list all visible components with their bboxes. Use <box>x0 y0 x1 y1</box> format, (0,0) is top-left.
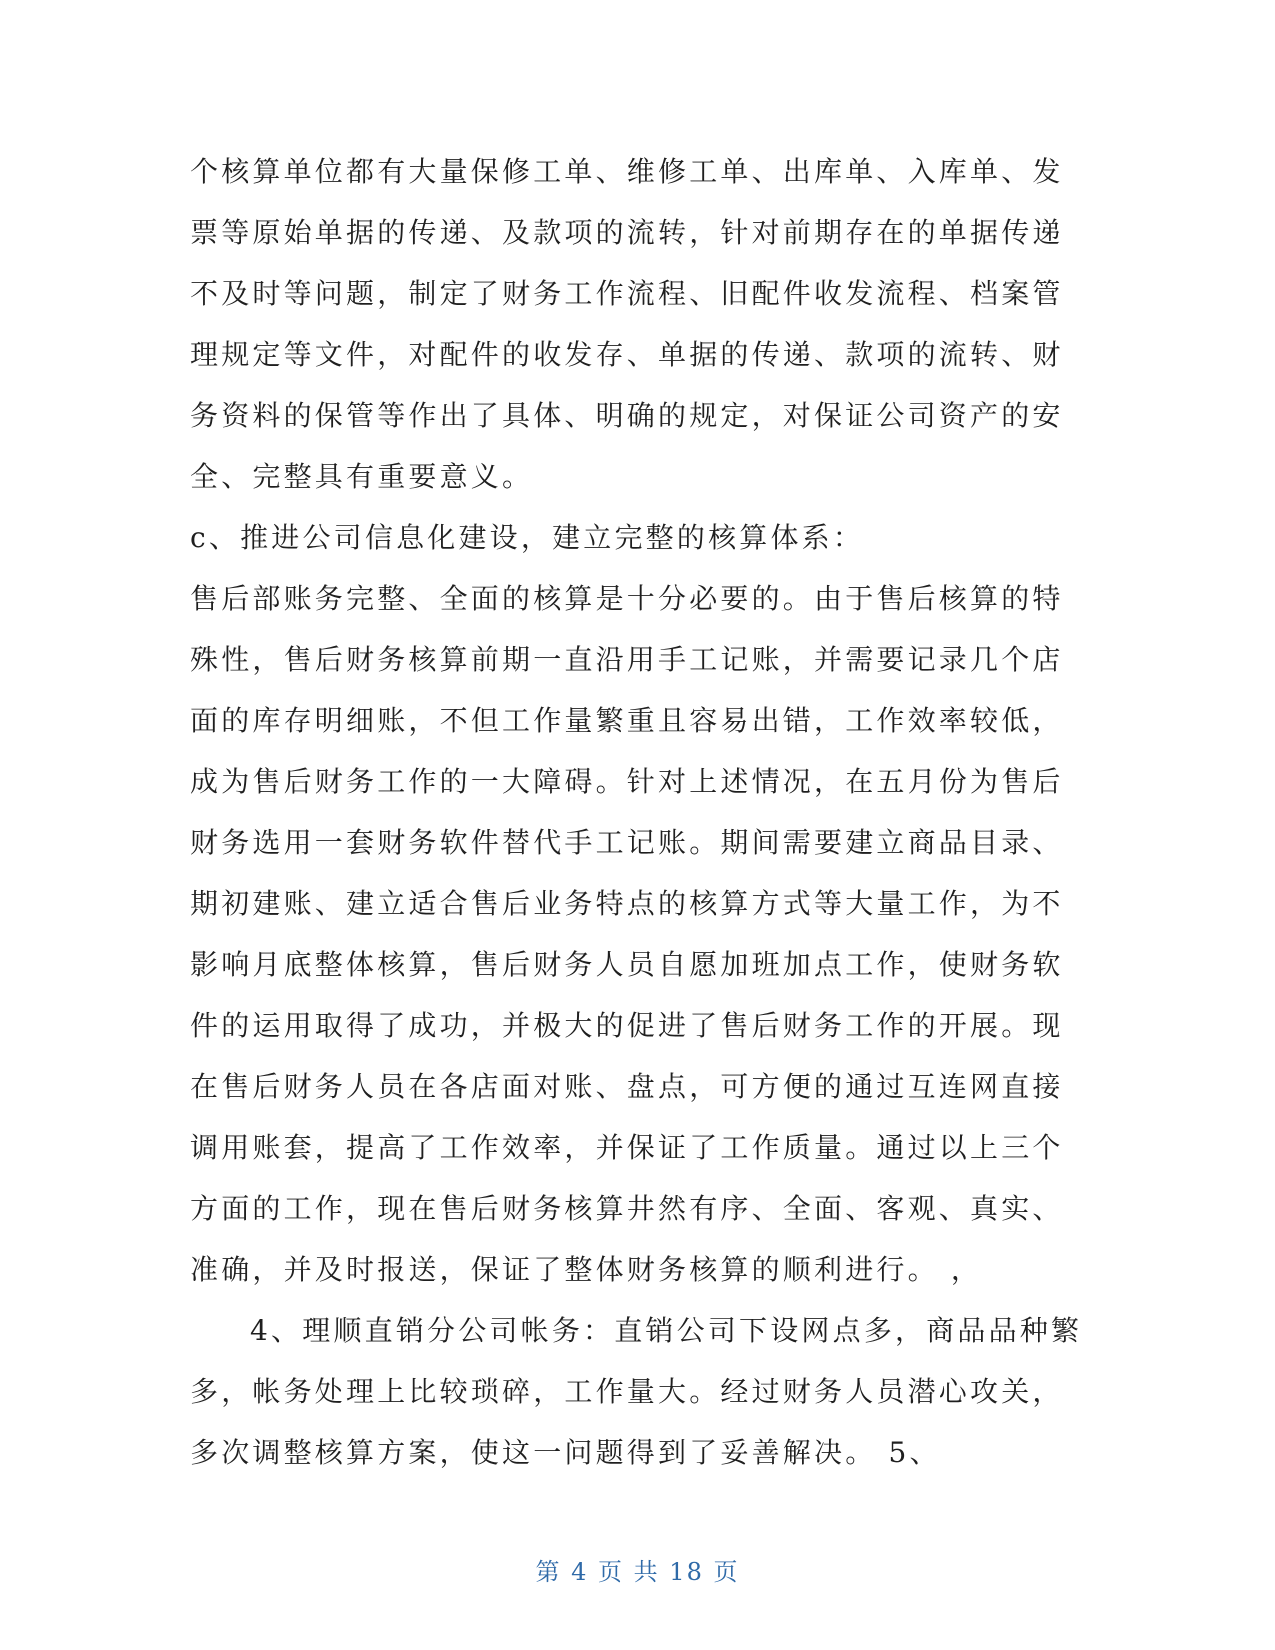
text-line: 多，帐务处理上比较琐碎，工作量大。经过财务人员潜心攻关， <box>190 1375 1064 1408</box>
text-line: 在售后财务人员在各店面对账、盘点，可方便的通过互连网直接 <box>190 1070 1064 1103</box>
section-heading: c、推进公司信息化建设，建立完整的核算体系： <box>190 521 865 554</box>
text-line: 方面的工作，现在售后财务核算井然有序、全面、客观、真实、 <box>190 1192 1064 1225</box>
text-line: 件的运用取得了成功，并极大的促进了售后财务工作的开展。现 <box>190 1009 1064 1042</box>
text-line: 准确，并及时报送，保证了整体财务核算的顺利进行。 ， <box>190 1253 983 1286</box>
text-line: 不及时等问题，制定了财务工作流程、旧配件收发流程、档案管 <box>190 277 1064 310</box>
text-line: 票等原始单据的传递、及款项的流转，针对前期存在的单据传递 <box>190 216 1064 249</box>
text-line: 个核算单位都有大量保修工单、维修工单、出库单、入库单、发 <box>190 155 1064 188</box>
text-line: 面的库存明细账，不但工作量繁重且容易出错，工作效率较低， <box>190 704 1064 737</box>
text-line: 全、完整具有重要意义。 <box>190 460 534 493</box>
text-line: 调用账套，提高了工作效率，并保证了工作质量。通过以上三个 <box>190 1131 1064 1164</box>
text-line: 财务选用一套财务软件替代手工记账。期间需要建立商品目录、 <box>190 826 1064 859</box>
text-line: 成为售后财务工作的一大障碍。针对上述情况，在五月份为售后 <box>190 765 1064 798</box>
text-line: 务资料的保管等作出了具体、明确的规定，对保证公司资产的安 <box>190 399 1064 432</box>
text-line: 影响月底整体核算，售后财务人员自愿加班加点工作，使财务软 <box>190 948 1064 981</box>
text-line: 售后部账务完整、全面的核算是十分必要的。由于售后核算的特 <box>190 582 1064 615</box>
text-line: 多次调整核算方案，使这一问题得到了妥善解决。 5、 <box>190 1436 941 1469</box>
text-line: 殊性，售后财务核算前期一直沿用手工记账，并需要记录几个店 <box>190 643 1064 676</box>
body-text <box>190 141 1090 1483</box>
text-line: 期初建账、建立适合售后业务特点的核算方式等大量工作，为不 <box>190 887 1064 920</box>
page-number-footer: 第 4 页 共 18 页 <box>535 1558 740 1586</box>
text-line: 理规定等文件，对配件的收发存、单据的传递、款项的流转、财 <box>190 338 1064 371</box>
paragraph-start-line: 4、理顺直销分公司帐务：直销公司下设网点多，商品品种繁 <box>250 1314 1083 1347</box>
